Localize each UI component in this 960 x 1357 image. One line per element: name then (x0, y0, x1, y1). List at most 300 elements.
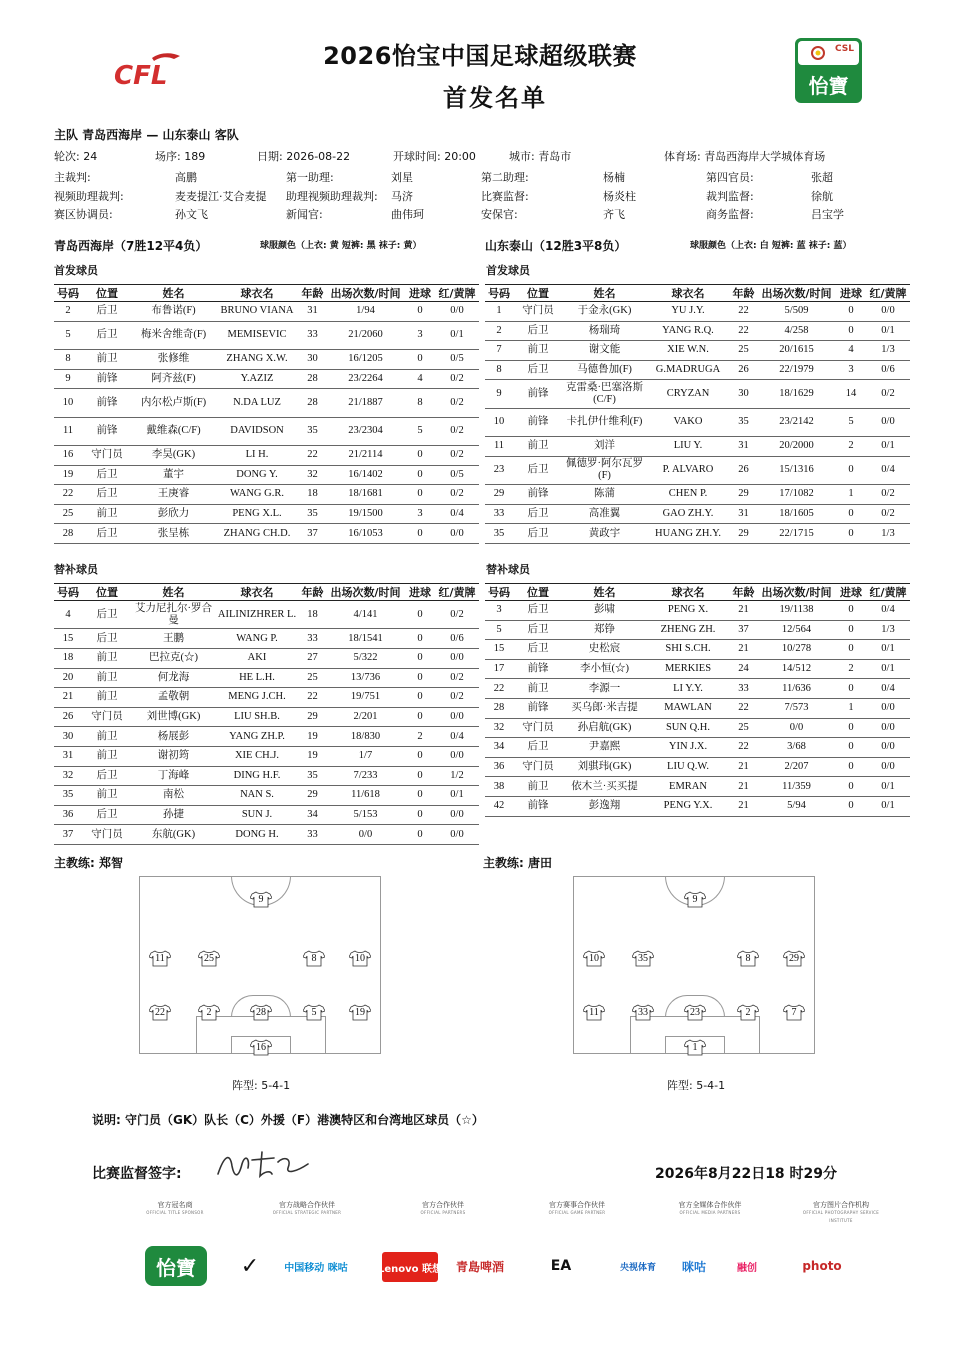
table-row (485, 341, 910, 361)
table-cell: 0 (405, 524, 435, 544)
table-cell: YIN J.X. (646, 738, 730, 758)
table-cell: 0/0 (326, 825, 405, 845)
table-cell: 15 (54, 629, 82, 649)
table-row (54, 321, 479, 349)
table-cell: 21 (730, 777, 757, 797)
stadium-value: 青岛西海岸大学城体育场 (704, 150, 826, 163)
table-cell: 0 (405, 766, 435, 786)
column-header: 进球 (836, 584, 866, 601)
round-info (54, 148, 97, 164)
table-row (54, 629, 479, 649)
away-starters-label: 首发球员 (486, 264, 530, 277)
away-team-title: 山东泰山（12胜3平8负） (485, 239, 627, 253)
table-cell: PENG Y.X. (646, 796, 730, 816)
table-cell: 0 (405, 805, 435, 825)
partner-category-cn: 官方图片合作机构 (813, 1201, 869, 1209)
table-cell: 7/233 (326, 766, 405, 786)
home-starters-label: 首发球员 (54, 264, 98, 277)
table-cell: 0/0 (866, 718, 910, 738)
table-cell: 1/2 (435, 766, 479, 786)
table-cell: 0/1 (866, 437, 910, 457)
table-cell: 3 (405, 504, 435, 524)
table-cell: 5/322 (326, 649, 405, 669)
table-cell: 14/512 (757, 659, 836, 679)
table-cell: 21/2060 (326, 321, 405, 349)
column-header: 进球 (405, 584, 435, 601)
table-cell: 布鲁诺(F) (132, 302, 215, 322)
table-row (485, 640, 910, 660)
table-row (54, 668, 479, 688)
table-cell: 11 (485, 437, 513, 457)
table-cell: 前锋 (513, 485, 563, 505)
table-cell: 21 (730, 640, 757, 660)
table-cell: 30 (730, 380, 757, 408)
table-cell: 11/618 (326, 786, 405, 806)
table-cell: 前卫 (513, 437, 563, 457)
table-cell: PENG X. (646, 601, 730, 621)
shirt-number: 16 (256, 1042, 266, 1053)
table-cell: 0 (836, 302, 866, 322)
official-label: 赛区协调员: (54, 208, 113, 221)
table-cell: 5/509 (757, 302, 836, 322)
table-cell: 28 (485, 698, 513, 718)
table-cell: 后卫 (513, 738, 563, 758)
table-cell: 李源一 (563, 679, 646, 699)
official-label: 第一助理: (286, 171, 334, 184)
table-row (54, 688, 479, 708)
table-cell: MEMISEVIC (215, 321, 299, 349)
official-label: 比赛监督: (481, 190, 529, 203)
table-cell: 尹嘉熙 (563, 738, 646, 758)
table-cell: 29 (299, 707, 326, 727)
table-cell: 18 (299, 485, 326, 505)
table-cell: DONG Y. (215, 465, 299, 485)
table-cell: 郑铮 (563, 620, 646, 640)
table-cell: 陈蒲 (563, 485, 646, 505)
table-cell: GAO ZH.Y. (646, 504, 730, 524)
table-row (485, 601, 910, 621)
table-cell: 守门员 (82, 825, 132, 845)
table-cell: WANG P. (215, 629, 299, 649)
table-cell: 0/0 (866, 757, 910, 777)
table-cell: 16 (54, 446, 82, 466)
table-cell: 阿齐兹(F) (132, 369, 215, 389)
shirt-number: 25 (204, 953, 214, 964)
table-cell: 0 (405, 465, 435, 485)
table-cell: MENG J.CH. (215, 688, 299, 708)
official-name: 齐飞 (603, 208, 625, 221)
column-header: 年龄 (730, 584, 757, 601)
column-header: 年龄 (299, 584, 326, 601)
table-cell: 前卫 (82, 688, 132, 708)
table-cell: 4/258 (757, 321, 836, 341)
table-cell: 0/2 (435, 601, 479, 629)
player-shirt-icon (250, 1039, 272, 1056)
table-cell: MERKIES (646, 659, 730, 679)
table-cell: 9 (485, 380, 513, 408)
table-row (485, 620, 910, 640)
table-cell: 20/1615 (757, 341, 836, 361)
player-shirt-icon (250, 891, 272, 908)
table-cell: 0 (836, 679, 866, 699)
column-header: 年龄 (299, 285, 326, 302)
shirt-number: 5 (311, 1007, 317, 1018)
table-cell: 孙捷 (132, 805, 215, 825)
table-row (54, 524, 479, 544)
table-cell: 4 (54, 601, 82, 629)
table-cell: 10/278 (757, 640, 836, 660)
table-cell: 0/2 (435, 688, 479, 708)
table-cell: 2/201 (326, 707, 405, 727)
table-cell: LIU SH.B. (215, 707, 299, 727)
table-cell: 4/141 (326, 601, 405, 629)
table-cell: 3/68 (757, 738, 836, 758)
table-cell: 5/153 (326, 805, 405, 825)
table-cell: 30 (299, 350, 326, 370)
table-cell: 1/3 (866, 341, 910, 361)
table-cell: 5/94 (757, 796, 836, 816)
official-label: 新闻官: (286, 208, 323, 221)
table-cell: 0 (405, 350, 435, 370)
table-cell: SUN Q.H. (646, 718, 730, 738)
column-header: 红/黄牌 (435, 584, 479, 601)
table-cell: 王鹏 (132, 629, 215, 649)
table-row (485, 679, 910, 699)
table-cell: 后卫 (513, 504, 563, 524)
table-row (54, 766, 479, 786)
away-subs-label: 替补球员 (486, 563, 530, 576)
player-shirt-icon (684, 1039, 706, 1056)
table-cell: 1 (836, 698, 866, 718)
table-cell: 36 (54, 805, 82, 825)
table-cell: AKI (215, 649, 299, 669)
table-cell: 31 (299, 302, 326, 322)
table-cell: 0 (405, 746, 435, 766)
table-cell: 前卫 (513, 341, 563, 361)
player-shirt-icon (737, 1004, 759, 1021)
table-cell: XIE W.N. (646, 341, 730, 361)
table-cell: 守门员 (513, 302, 563, 322)
player-shirt-icon (198, 1004, 220, 1021)
table-row (485, 456, 910, 484)
shirt-number: 22 (155, 1007, 165, 1018)
table-cell: 0/4 (866, 679, 910, 699)
shirt-number: 8 (745, 953, 751, 964)
table-cell: 1 (485, 302, 513, 322)
table-row (54, 727, 479, 747)
table-cell: YU J.Y. (646, 302, 730, 322)
table-row (54, 825, 479, 845)
table-cell: 艾力尼扎尔·罗合曼 (132, 601, 215, 629)
table-cell: 35 (485, 524, 513, 544)
column-header: 姓名 (132, 285, 215, 302)
table-cell: 巴拉克(☆) (132, 649, 215, 669)
table-cell: 21/2114 (326, 446, 405, 466)
table-cell: XIE CH.J. (215, 746, 299, 766)
table-cell: 33 (299, 825, 326, 845)
table-cell: 守门员 (82, 446, 132, 466)
stadium-label: 体育场: (664, 150, 701, 163)
csl-badge: CSL (835, 44, 854, 54)
player-shirt-icon (783, 950, 805, 967)
table-cell: 0/6 (435, 629, 479, 649)
table-cell: 31 (54, 746, 82, 766)
table-cell: 马德鲁加(F) (563, 360, 646, 380)
table-cell: 0/1 (866, 321, 910, 341)
column-header: 号码 (485, 584, 513, 601)
player-shirt-icon (583, 1004, 605, 1021)
table-cell: YANG ZH.P. (215, 727, 299, 747)
table-cell: 梅米舍维奇(F) (132, 321, 215, 349)
sponsor-ea-logo: EA (550, 1258, 572, 1274)
table-cell: 何龙海 (132, 668, 215, 688)
page-title: 2026怡宝中国足球超级联赛 (323, 42, 637, 70)
table-cell: 前卫 (82, 649, 132, 669)
table-cell: 22 (730, 698, 757, 718)
table-header (485, 584, 910, 601)
table-cell: 4 (405, 369, 435, 389)
table-row (485, 777, 910, 797)
table-row (54, 649, 479, 669)
table-cell: 3 (836, 360, 866, 380)
table-cell: 13/736 (326, 668, 405, 688)
partner-category-en: OFFICIAL PHOTOGRAPHY SERVICE INSTITUTE (802, 1210, 880, 1223)
table-cell: 前锋 (513, 380, 563, 408)
table-cell: N.DA LUZ (215, 389, 299, 417)
table-cell: 5 (405, 417, 435, 445)
table-cell: 29 (485, 485, 513, 505)
table-cell: 0/0 (435, 524, 479, 544)
table-cell: ZHANG X.W. (215, 350, 299, 370)
player-shirt-icon (632, 950, 654, 967)
table-cell: 后卫 (82, 465, 132, 485)
table-cell: 0 (405, 707, 435, 727)
match-no-value: 189 (184, 150, 206, 163)
player-shirt-icon (684, 891, 706, 908)
column-header: 号码 (485, 285, 513, 302)
table-cell: 22 (299, 446, 326, 466)
table-cell: DING H.F. (215, 766, 299, 786)
table-cell: 0 (405, 649, 435, 669)
away-coach-name: 唐田 (528, 856, 553, 870)
table-cell: 后卫 (513, 321, 563, 341)
table-cell: 孟敬朝 (132, 688, 215, 708)
table-cell: VAKO (646, 408, 730, 436)
official-name: 高鹏 (175, 171, 197, 184)
table-row (485, 380, 910, 408)
table-cell: 张修维 (132, 350, 215, 370)
table-cell: 23/2142 (757, 408, 836, 436)
shirt-number: 8 (311, 953, 317, 964)
column-header: 年龄 (730, 285, 757, 302)
table-cell: ZHANG CH.D. (215, 524, 299, 544)
table-cell: 0 (405, 629, 435, 649)
column-header: 进球 (836, 285, 866, 302)
table-cell: 0 (836, 738, 866, 758)
table-cell: 买乌郎·米吉提 (563, 698, 646, 718)
table-cell: G.MADRUGA (646, 360, 730, 380)
official-label: 裁判监督: (706, 190, 754, 203)
table-row (485, 524, 910, 544)
table-cell: 前卫 (82, 504, 132, 524)
date-label: 日期: (257, 150, 283, 163)
table-cell: 16/1402 (326, 465, 405, 485)
table-row (54, 350, 479, 370)
table-cell: 0 (836, 456, 866, 484)
partner-category-en: OFFICIAL MEDIA PARTNERS (679, 1210, 741, 1215)
table-cell: 0/0 (866, 698, 910, 718)
table-cell: 8 (485, 360, 513, 380)
table-row (485, 408, 910, 436)
table-cell: 谢文能 (563, 341, 646, 361)
table-header (54, 584, 479, 601)
table-cell: 15 (485, 640, 513, 660)
table-cell: 20 (54, 668, 82, 688)
shirt-number: 10 (355, 953, 365, 964)
table-cell: 后卫 (513, 601, 563, 621)
column-header: 位置 (513, 584, 563, 601)
table-cell: 前卫 (82, 668, 132, 688)
table-cell: EMRAN (646, 777, 730, 797)
supervisor-signature (212, 1146, 312, 1184)
away-coach (483, 854, 552, 871)
official-name: 徐航 (811, 190, 833, 203)
table-cell: 26 (54, 707, 82, 727)
table-cell: 0/0 (866, 408, 910, 436)
table-header (54, 285, 479, 302)
shirt-number: 29 (789, 953, 799, 964)
table-cell: BRUNO VIANA (215, 302, 299, 322)
table-cell: 0 (836, 504, 866, 524)
column-header: 球衣名 (646, 584, 730, 601)
city-label: 城市: (509, 150, 535, 163)
table-cell: 4 (836, 341, 866, 361)
date-value: 2026-08-22 (286, 150, 351, 163)
partner-category (262, 1201, 352, 1217)
table-cell: 21 (730, 796, 757, 816)
table-cell: 2/207 (757, 757, 836, 777)
table-cell: 16/1205 (326, 350, 405, 370)
table-cell: 守门员 (513, 757, 563, 777)
shirt-number: 2 (206, 1007, 212, 1018)
table-cell: P. ALVARO (646, 456, 730, 484)
table-cell: 2 (836, 437, 866, 457)
table-row (54, 746, 479, 766)
kickoff-label: 开球时间: (393, 150, 441, 163)
table-cell: 0/2 (866, 504, 910, 524)
table-cell: 35 (299, 766, 326, 786)
table-cell: 28 (54, 524, 82, 544)
table-cell: LIU Y. (646, 437, 730, 457)
table-cell: Y.AZIZ (215, 369, 299, 389)
table-cell: 前卫 (513, 679, 563, 699)
table-row (54, 786, 479, 806)
table-cell: 35 (54, 786, 82, 806)
table-cell: 前锋 (82, 389, 132, 417)
table-cell: MAWLAN (646, 698, 730, 718)
home-coach-label: 主教练: (54, 856, 95, 870)
table-cell: 刘骐玮(GK) (563, 757, 646, 777)
table-row (485, 321, 910, 341)
table-cell: 前卫 (82, 350, 132, 370)
table-cell: 前锋 (82, 417, 132, 445)
table-cell: LI Y.Y. (646, 679, 730, 699)
table-cell: 26 (730, 456, 757, 484)
table-cell: 0/2 (866, 485, 910, 505)
table-cell: 5 (485, 620, 513, 640)
table-cell: 0 (405, 688, 435, 708)
table-cell: 1/3 (866, 620, 910, 640)
table-cell: 0/1 (866, 659, 910, 679)
table-cell: 22 (730, 321, 757, 341)
official-name: 麦麦提江·艾合麦提 (175, 190, 267, 203)
table-cell: 后卫 (82, 302, 132, 322)
column-header: 出场次数/时间 (757, 285, 836, 302)
table-cell: 1 (836, 485, 866, 505)
home-subs-label: 替补球员 (54, 563, 98, 576)
player-shirt-icon (349, 1004, 371, 1021)
player-shirt-icon (632, 1004, 654, 1021)
table-cell: 依木兰·买买提 (563, 777, 646, 797)
table-cell: 3 (405, 321, 435, 349)
partner-category-en: OFFICIAL PARTNERS (420, 1210, 466, 1215)
table-cell: 0/2 (435, 485, 479, 505)
signature-time: 2026年8月22日18 时29分 (655, 1166, 838, 1182)
table-cell: 25 (54, 504, 82, 524)
table-cell: 32 (299, 465, 326, 485)
column-header: 出场次数/时间 (757, 584, 836, 601)
table-cell: 杨瑞琦 (563, 321, 646, 341)
table-cell: WANG G.R. (215, 485, 299, 505)
table-cell: 东航(GK) (132, 825, 215, 845)
table-cell: 0/2 (435, 389, 479, 417)
table-cell: 李昊(GK) (132, 446, 215, 466)
table-cell: 18/830 (326, 727, 405, 747)
table-row (485, 738, 910, 758)
table-cell: 28 (299, 369, 326, 389)
table-cell: 19/1138 (757, 601, 836, 621)
shirt-number: 1 (692, 1042, 698, 1053)
table-cell: 9 (54, 369, 82, 389)
table-cell: 后卫 (513, 620, 563, 640)
table-cell: 22 (485, 679, 513, 699)
partner-category (796, 1201, 886, 1225)
table-row (54, 707, 479, 727)
column-header: 姓名 (563, 285, 646, 302)
table-cell: 守门员 (82, 707, 132, 727)
table-cell: 3 (485, 601, 513, 621)
sponsor-photo-logo: photo (802, 1259, 842, 1273)
cfl-logo-text: CFL (114, 61, 168, 91)
table-cell: 38 (485, 777, 513, 797)
sponsor-tsingtao-logo: 青島啤酒 (456, 1259, 505, 1274)
shirt-number: 11 (589, 1007, 599, 1018)
table-cell: 于金永(GK) (563, 302, 646, 322)
table-cell: 0/0 (435, 302, 479, 322)
table-cell: 37 (54, 825, 82, 845)
column-header: 球衣名 (215, 584, 299, 601)
sponsor-rongchuang-logo: 融创 (737, 1262, 757, 1274)
table-cell: 前锋 (513, 698, 563, 718)
table-cell: 10 (54, 389, 82, 417)
table-cell: 0 (836, 601, 866, 621)
home-kit-colors: 球服颜色（上衣: 黄 短裤: 黑 袜子: 黄） (260, 241, 422, 251)
partner-category-cn: 官方合作伙伴 (422, 1201, 464, 1209)
table-cell: 19 (299, 727, 326, 747)
table-cell: 高准翼 (563, 504, 646, 524)
official-name: 刘星 (391, 171, 413, 184)
table-cell: 33 (299, 629, 326, 649)
